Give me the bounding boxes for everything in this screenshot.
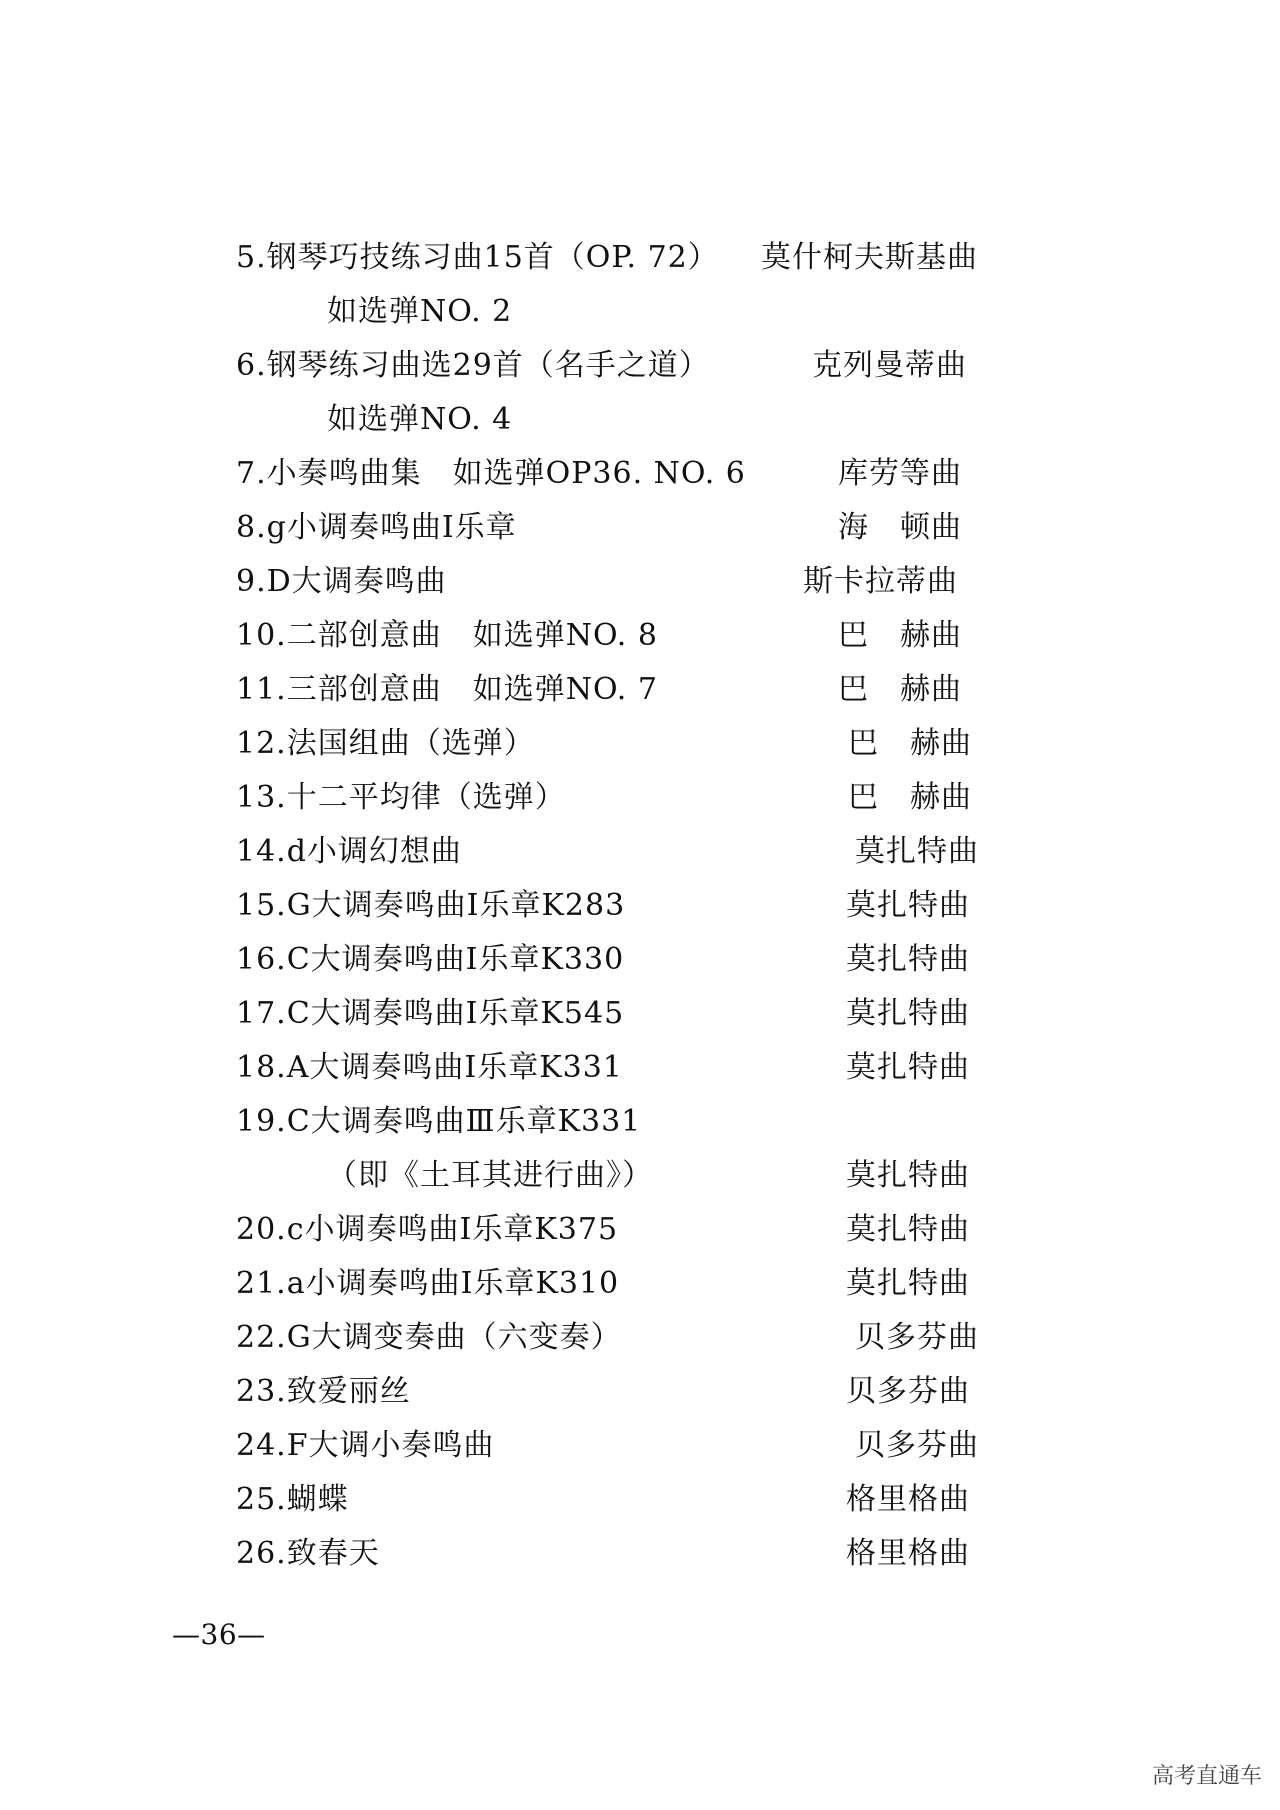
- list-item-text: 23.致爱丽丝: [236, 1374, 411, 1409]
- list-item-text: 10.二部创意曲 如选弹NO. 8: [236, 618, 658, 653]
- list-item-text: 19.C大调奏鸣曲Ⅲ乐章K331: [236, 1104, 642, 1139]
- composer-name: 莫扎特曲: [846, 1158, 970, 1193]
- list-item-text: 12.法国组曲（选弹）: [236, 726, 535, 761]
- list-item-text: 8.g小调奏鸣曲Ⅰ乐章: [236, 510, 517, 545]
- composer-name: 库劳等曲: [838, 456, 962, 491]
- composer-name: 巴 赫曲: [838, 618, 962, 653]
- list-item-text: 24.F大调小奏鸣曲: [236, 1428, 495, 1463]
- composer-name: 莫扎特曲: [846, 1050, 970, 1085]
- list-item-text: （即《土耳其进行曲》）: [327, 1158, 653, 1193]
- composer-name: 莫扎特曲: [846, 942, 970, 977]
- list-item-text: 16.C大调奏鸣曲Ⅰ乐章K330: [236, 942, 625, 977]
- page-number: —36—: [172, 1618, 266, 1651]
- list-item-text: 15.G大调奏鸣曲Ⅰ乐章K283: [236, 888, 626, 923]
- composer-name: 斯卡拉蒂曲: [803, 564, 958, 599]
- composer-name: 莫扎特曲: [846, 1212, 970, 1247]
- list-item-text: 25.蝴蝶: [236, 1482, 349, 1517]
- list-item-text: 9.D大调奏鸣曲: [236, 564, 447, 599]
- list-item-text: 18.A大调奏鸣曲Ⅰ乐章K331: [236, 1050, 623, 1085]
- composer-name: 莫扎特曲: [855, 834, 979, 869]
- list-item-text: 20.c小调奏鸣曲Ⅰ乐章K375: [236, 1212, 619, 1247]
- composer-name: 巴 赫曲: [838, 672, 962, 707]
- composer-name: 巴 赫曲: [848, 726, 972, 761]
- composer-name: 贝多芬曲: [855, 1428, 979, 1463]
- list-item-text: 5.钢琴巧技练习曲15首（OP. 72）: [236, 240, 719, 275]
- composer-name: 莫扎特曲: [846, 888, 970, 923]
- composer-name: 莫扎特曲: [846, 996, 970, 1031]
- list-item-text: 如选弹NO. 2: [327, 294, 513, 329]
- composer-name: 克列曼蒂曲: [812, 348, 967, 383]
- composer-name: 莫扎特曲: [846, 1266, 970, 1301]
- list-item-text: 22.G大调变奏曲（六变奏）: [236, 1320, 622, 1355]
- composer-name: 格里格曲: [846, 1536, 970, 1571]
- composer-name: 巴 赫曲: [848, 780, 972, 815]
- list-item-text: 11.三部创意曲 如选弹NO. 7: [236, 672, 658, 707]
- composer-name: 海 顿曲: [838, 510, 962, 545]
- list-item-text: 21.a小调奏鸣曲Ⅰ乐章K310: [236, 1266, 620, 1301]
- list-item-text: 如选弹NO. 4: [327, 402, 513, 437]
- list-item-text: 13.十二平均律（选弹）: [236, 780, 566, 815]
- composer-name: 贝多芬曲: [855, 1320, 979, 1355]
- list-item-text: 7.小奏鸣曲集 如选弹OP36. NO. 6: [236, 456, 746, 491]
- composer-name: 莫什柯夫斯基曲: [761, 240, 978, 275]
- composer-name: 格里格曲: [846, 1482, 970, 1517]
- list-item-text: 26.致春天: [236, 1536, 380, 1571]
- list-item-text: 14.d小调幻想曲: [236, 834, 462, 869]
- watermark-text: 高考直通车: [1151, 1764, 1262, 1789]
- list-item-text: 17.C大调奏鸣曲Ⅰ乐章K545: [236, 996, 625, 1031]
- composer-name: 贝多芬曲: [846, 1374, 970, 1409]
- list-item-text: 6.钢琴练习曲选29首（名手之道）: [236, 348, 710, 383]
